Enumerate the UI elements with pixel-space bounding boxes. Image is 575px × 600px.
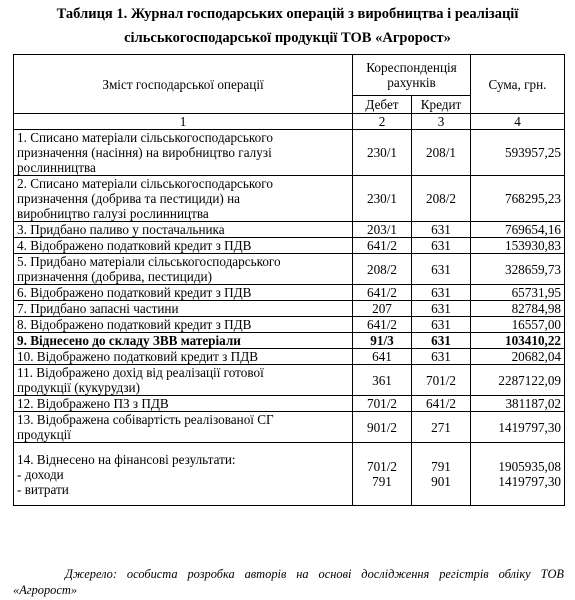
- row-credit: 631: [412, 285, 471, 301]
- row-description-line: 6. Відображено податковий кредит з ПДВ: [17, 285, 252, 300]
- row-description-line: призначення (добрива та пестициди) на: [17, 191, 240, 206]
- row-debit: 91/3: [353, 333, 412, 349]
- table-row: [14, 285, 565, 301]
- row-description-line: 3. Придбано паливо у постачальника: [17, 222, 225, 237]
- row-credit: 631: [412, 238, 471, 254]
- row-sum: 82784,98: [471, 301, 565, 317]
- row-14-desc-line-2: - доходи: [17, 466, 64, 482]
- row-description-line: продукції (кукурудзи): [17, 380, 140, 395]
- row-sum: 153930,83: [471, 238, 565, 254]
- row-credit: 631: [412, 333, 471, 349]
- header-correspondence: Кореспонденція рахунків: [353, 55, 471, 96]
- table-row: [14, 176, 565, 222]
- row-sum: 103410,22: [471, 333, 565, 349]
- header-row-main: [14, 55, 565, 96]
- row-14-sum-2: 1419797,30: [498, 474, 562, 489]
- row-description-line: призначення (добрива, пестициди): [17, 269, 213, 284]
- row-14-credit: [412, 443, 471, 506]
- row-debit: 641/2: [353, 317, 412, 333]
- table-row: [14, 349, 565, 365]
- table-row: [14, 222, 565, 238]
- row-description: [14, 365, 353, 396]
- row-debit: 901/2: [353, 412, 412, 443]
- row-debit: 641/2: [353, 238, 412, 254]
- row-description: [14, 254, 353, 285]
- row-14-sum-1: 1905935,08: [498, 459, 562, 474]
- row-sum: 593957,25: [471, 130, 565, 176]
- row-credit: 631: [412, 317, 471, 333]
- row-description-line: 1. Списано матеріали сільськогосподарського: [17, 130, 273, 145]
- table-row: [14, 333, 565, 349]
- row-description-line: продукції: [17, 427, 71, 442]
- row-debit: 641: [353, 349, 412, 365]
- table-row: [14, 254, 565, 285]
- table-row: [14, 238, 565, 254]
- row-description-line: 10. Відображено податковий кредит з ПДВ: [17, 349, 258, 364]
- row-14-credit-2: 901: [431, 474, 451, 489]
- row-14-debit: [353, 443, 412, 506]
- row-sum: 381187,02: [471, 396, 565, 412]
- row-description-line: 7. Придбано запасні частини: [17, 301, 179, 316]
- table-title-line-1: Таблиця 1. Журнал господарських операцій з виробництва і реалізації: [56, 6, 519, 22]
- table-row: [14, 130, 565, 176]
- row-debit: 230/1: [353, 176, 412, 222]
- row-description-line: 5. Придбано матеріали сільськогосподарського: [17, 254, 281, 269]
- row-sum: 20682,04: [471, 349, 565, 365]
- row-description: [14, 238, 353, 254]
- source-note: Джерело: особиста розробка авторів на основі дослідження регістрів обліку ТОВ «Агророст»: [13, 567, 564, 597]
- row-14-desc-line-3: - витрати: [17, 481, 69, 497]
- table-row: [14, 365, 565, 396]
- row-credit: 701/2: [412, 365, 471, 396]
- header-debit: Дебет: [353, 96, 412, 114]
- row-description: [14, 317, 353, 333]
- row-description: [14, 222, 353, 238]
- row-description: [14, 130, 353, 176]
- row-description-line: 4. Відображено податковий кредит з ПДВ: [17, 238, 252, 253]
- row-description-line: 11. Відображено дохід від реалізації готової: [17, 365, 264, 380]
- row-debit: 207: [353, 301, 412, 317]
- header-row-numbers: [14, 114, 565, 130]
- row-description: [14, 285, 353, 301]
- row-credit: 208/2: [412, 176, 471, 222]
- col-number-2: 2: [353, 114, 412, 130]
- row-14-credit-1: 791: [431, 459, 451, 474]
- row-sum: 65731,95: [471, 285, 565, 301]
- journal-body: [14, 130, 565, 506]
- row-14-desc-line-1: 14. Віднесено на фінансові результати:: [17, 451, 236, 467]
- row-credit: 641/2: [412, 396, 471, 412]
- table-title: [0, 2, 575, 50]
- row-credit: 631: [412, 349, 471, 365]
- col-number-4: 4: [471, 114, 565, 130]
- row-sum: 2287122,09: [471, 365, 565, 396]
- row-description-line: 2. Списано матеріали сільськогосподарського: [17, 176, 273, 191]
- col-number-1: 1: [14, 114, 353, 130]
- row-debit: 641/2: [353, 285, 412, 301]
- row-debit: 203/1: [353, 222, 412, 238]
- row-credit: 271: [412, 412, 471, 443]
- row-14-debit-1: 701/2: [366, 459, 398, 474]
- table-row: [14, 301, 565, 317]
- row-sum: 16557,00: [471, 317, 565, 333]
- row-sum: 328659,73: [471, 254, 565, 285]
- row-debit: 361: [353, 365, 412, 396]
- row-sum: 1419797,30: [471, 412, 565, 443]
- row-14-description: [14, 443, 353, 506]
- header-credit: Кредит: [412, 96, 471, 114]
- row-description-line: 8. Відображено податковий кредит з ПДВ: [17, 317, 252, 332]
- row-description-line: виробництво галузі рослинництва: [17, 206, 209, 221]
- table-row: [14, 412, 565, 443]
- table-title-line-2: сільськогосподарської продукції ТОВ «Агророст»: [124, 30, 451, 46]
- row-sum: 769654,16: [471, 222, 565, 238]
- row-credit: 208/1: [412, 130, 471, 176]
- table-row: [14, 317, 565, 333]
- row-description-line: 9. Віднесено до складу ЗВВ матеріали: [17, 333, 241, 348]
- row-credit: 631: [412, 301, 471, 317]
- row-debit: 208/2: [353, 254, 412, 285]
- row-description: [14, 396, 353, 412]
- row-14-sum: [471, 443, 565, 506]
- row-description: [14, 349, 353, 365]
- row-14-debit-2: 791: [372, 474, 392, 489]
- row-sum: 768295,23: [471, 176, 565, 222]
- row-description-line: 12. Відображено ПЗ з ПДВ: [17, 396, 169, 411]
- row-description: [14, 176, 353, 222]
- table-row: [14, 396, 565, 412]
- row-description-line: 13. Відображена собівартість реалізованої СГ: [17, 412, 274, 427]
- operations-journal-table: [13, 54, 565, 506]
- row-description: [14, 333, 353, 349]
- row-description-line: рослинництва: [17, 160, 96, 175]
- row-description: [14, 412, 353, 443]
- row-debit: 701/2: [353, 396, 412, 412]
- header-content: Зміст господарської операції: [14, 55, 353, 114]
- col-number-3: 3: [412, 114, 471, 130]
- row-credit: 631: [412, 254, 471, 285]
- header-sum: Сума, грн.: [471, 55, 565, 114]
- row-credit: 631: [412, 222, 471, 238]
- row-description-line: призначення (насіння) на виробництво галузі: [17, 145, 272, 160]
- table-row-14: [14, 443, 565, 506]
- row-debit: 230/1: [353, 130, 412, 176]
- row-description: [14, 301, 353, 317]
